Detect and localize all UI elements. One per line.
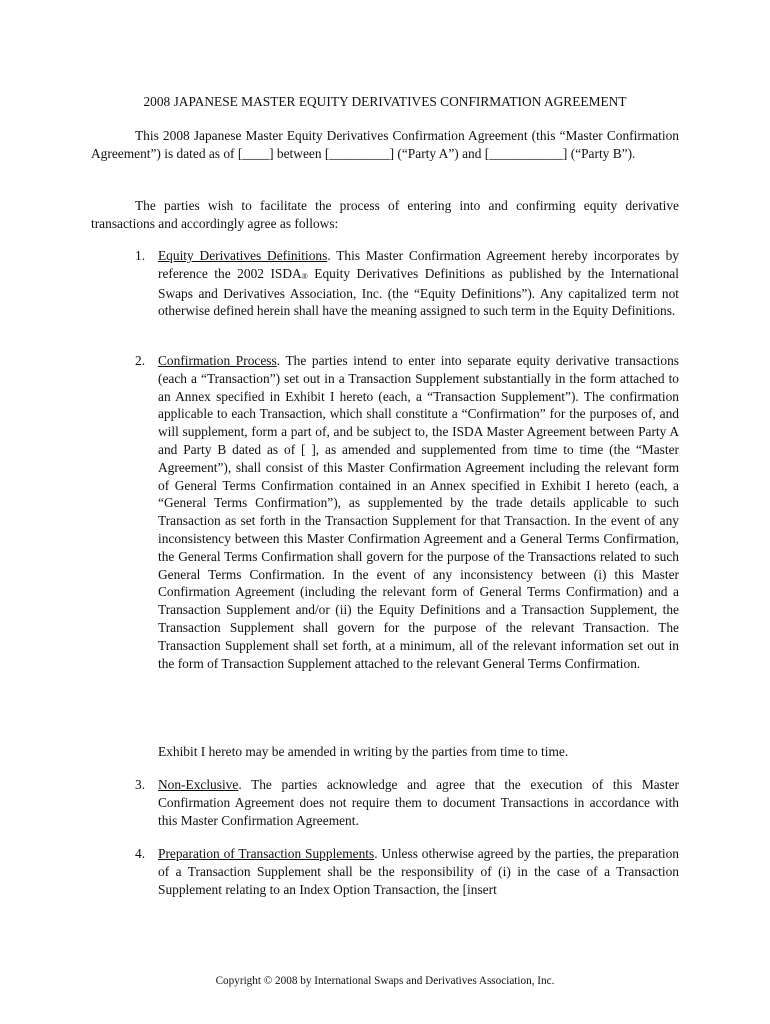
section-1 bbox=[135, 247, 679, 320]
section-heading: Preparation of Transaction Supplements bbox=[158, 846, 375, 861]
section-2 bbox=[135, 352, 679, 672]
section-text: . Unless otherwise agreed by the parties, the preparation of a Transaction Supplement shall be the responsibility of (i) in the case of a Transaction Supplement relating to an Index Option Transaction, the [insert bbox=[158, 846, 679, 897]
section-number: 1. bbox=[135, 248, 146, 263]
section-number: 2. bbox=[135, 353, 146, 368]
section-2-sub-paragraph: Exhibit I hereto may be amended in writing by the parties from time to time. bbox=[158, 744, 569, 759]
copyright-footer: Copyright © 2008 by International Swaps and Derivatives Association, Inc. bbox=[215, 975, 555, 987]
section-body bbox=[158, 776, 679, 829]
section-text-cont: Equity Derivatives Definitions as published by the International Swaps and Derivatives Association, Inc. (the “Equity Definitions”). Any capitalized term not otherwise defined herein shall have the meaning assigned to such term in the Equity Definitions. bbox=[158, 265, 679, 319]
section-number: 3. bbox=[135, 777, 146, 792]
section-number: 4. bbox=[135, 846, 146, 861]
section-body bbox=[158, 352, 679, 672]
section-text: . This Master Confirmation Agreement hereby incorporates by reference the 2002 ISDA bbox=[158, 248, 679, 281]
section-body bbox=[158, 247, 679, 320]
registered-mark: ® bbox=[301, 271, 308, 281]
section-3 bbox=[135, 776, 679, 829]
section-heading: Confirmation Process bbox=[158, 353, 277, 368]
section-body bbox=[158, 845, 679, 898]
document-title: 2008 JAPANESE MASTER EQUITY DERIVATIVES CONFIRMATION AGREEMENT bbox=[143, 94, 627, 109]
section-heading: Non-Exclusive bbox=[158, 777, 239, 792]
section-heading: Equity Derivatives Definitions bbox=[158, 248, 328, 263]
section-text: . The parties intend to enter into separate equity derivative transactions (each a “Transaction”) set out in a Transaction Supplement substantially in the form attached to an Annex specified in Exhibit I hereto (each, a “Transaction Supplement”). The confirmation applicable to each Transaction, which shall constitute a “Confirmation” for the purposes of, and will supplement, form a part of, and be subject to, the ISDA Master Agreement between Party A and Party B dated as of [ ], as amended and supplemented from time to time (the “Master Agreement”), shall consist of this Master Confirmation Agreement including the relevant form of General Terms Confirmation contained in an Annex specified in Exhibit I hereto (each, a “General Terms Confirmation”), as supplemented by the trade details applicable to such Transaction as set forth in the Transaction Supplement for that Transaction. In the event of any inconsistency between this Master Confirmation Agreement and a General Terms Confirmation, the General Terms Confirmation shall govern for the purpose of the Transactions related to such General Terms Confirmation. In the event of any inconsistency between (i) this Master Confirmation Agreement (including the relevant form of General Terms Confirmation) and a Transaction Supplement and/or (ii) the Equity Definitions and a Transaction Supplement, the Transaction Supplement shall govern for the purpose of the relevant Transaction. The Transaction Supplement shall set forth, at a minimum, all of the relevant information set out in the form of Transaction Supplement attached to the relevant General Terms Confirmation. bbox=[158, 353, 679, 671]
intro-paragraph: This 2008 Japanese Master Equity Derivatives Confirmation Agreement (this “Master Confirmation Agreement”) is dated as of [____] between [_________] (“Party A”) and [___________] (“Party B”). bbox=[91, 128, 679, 161]
section-4 bbox=[135, 845, 679, 898]
purpose-paragraph: The parties wish to facilitate the process of entering into and confirming equity derivative transactions and accordingly agree as follows: bbox=[91, 198, 679, 231]
section-text: . The parties acknowledge and agree that the execution of this Master Confirmation Agreement does not require them to document Transactions in accordance with this Master Confirmation Agreement. bbox=[158, 777, 679, 828]
